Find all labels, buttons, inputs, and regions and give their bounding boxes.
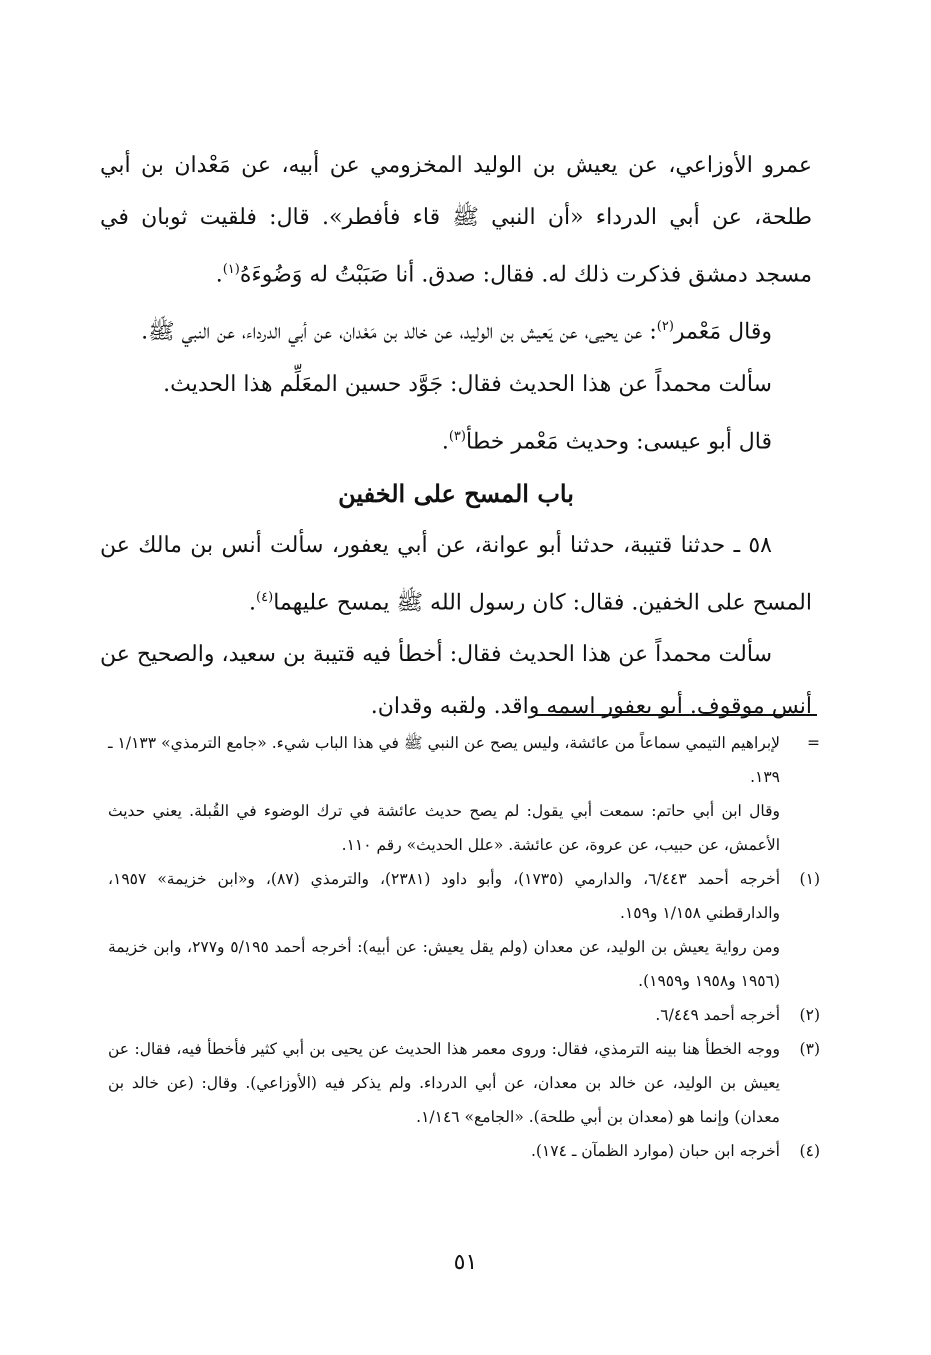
footnote-4: (٤) أخرجه ابن حبان (موارد الظمآن ـ ١٧٤). bbox=[108, 1134, 820, 1168]
footnote-number: (٣) bbox=[799, 1040, 820, 1058]
footnote-continuation: = لإبراهيم التيمي سماعاً من عائشة، وليس يصح عن النبي ﷺ في هذا الباب شيء. «جامع الترمذي» ١/١٣٣ ـ ١٣٩. bbox=[108, 726, 820, 794]
footnote-3: (٣) ووجه الخطأ هنا بينه الترمذي، فقال: وروى معمر هذا الحديث عن يحيى بن أبي كثير فأخطأ فيه، فقال: عن يعيش بن الوليد، عن خالد بن معدان، عن أبي الدرداء. ولم يذكر فيه (الأوزاعي). وقال: (عن خالد بن معدان) وإنما هو (معدان بن أبي طلحة). «الجامع» ١/١٤٦. bbox=[108, 1032, 820, 1134]
footnote-ref-2: (٢) bbox=[656, 319, 674, 335]
paragraph-4: قال أبو عيسى: وحديث مَعْمر خطأ$^{(٣)}$. bbox=[441, 428, 772, 454]
footnote-2: (٢) أخرجه أحمد ٦/٤٤٩. bbox=[108, 998, 820, 1032]
footnote-1: (١) أخرجه أحمد ٦/٤٤٣، والدارمي (١٧٣٥)، وأبو داود (٢٣٨١)، والترمذي (٨٧)، و«ابن خزيمة» ١٩٥٧، والدارقطني ١/١٥٨ و١٥٩. bbox=[108, 862, 820, 930]
footnote-1-continued: ومن رواية يعيش بن الوليد، عن معدان (ولم يقل يعيش: عن أبيه): أخرجه أحمد ٥/١٩٥ و٢٧٧، وابن خزيمة (١٩٥٦ و١٩٥٨ و١٩٥٩). bbox=[108, 938, 780, 990]
footnote-number: (١) bbox=[799, 870, 820, 888]
continuation-marker: = bbox=[807, 734, 820, 752]
main-text bbox=[100, 140, 812, 733]
paragraph-6: سألت محمداً عن هذا الحديث فقال: أخطأ فيه قتيبة بن سعيد، والصحيح عن أنس موقوف. أبو يعفور اسمه واقد. ولقبه وقدان. bbox=[100, 642, 812, 720]
footnote-number: (٢) bbox=[799, 1006, 820, 1024]
paragraph-3: سألت محمداً عن هذا الحديث فقال: جَوَّد حسين المعَلِّم هذا الحديث. bbox=[163, 371, 772, 397]
footnote-ref-1: (١) bbox=[222, 262, 240, 277]
footnote-number: (٤) bbox=[799, 1142, 820, 1160]
footnote-ref-3: (٣) bbox=[448, 428, 466, 444]
footnotes bbox=[108, 726, 820, 1168]
footnote-continuation-2: وقال ابن أبي حاتم: سمعت أبي يقول: لم يصح حديث عائشة في ترك الوضوء في القُبلة. يعني حديث الأعمش، عن حبيب، عن عروة، عن عائشة. «علل الحديث» رقم ١١٠. bbox=[108, 802, 780, 854]
page-number: ٥١ bbox=[453, 1250, 478, 1275]
paragraph-5: ٥٨ ـ حدثنا قتيبة، حدثنا أبو عوانة، عن أبي يعفور، سألت أنس بن مالك عن المسح على الخفين. فقال: كان رسول الله ﷺ يمسح عليهما$^{(٤)}$. bbox=[100, 532, 812, 616]
section-heading: باب المسح على الخفين bbox=[338, 478, 574, 508]
footnote-separator bbox=[535, 714, 817, 716]
footnote-ref-4: (٤) bbox=[256, 589, 274, 605]
paragraph-1: عمرو الأوزاعي، عن يعيش بن الوليد المخزومي عن أبيه، عن مَعْدان بن أبي طلحة، عن أبي الدرداء «أن النبي ﷺ قاء فأفطر». قال: فلقيت ثوبان في مسجد دمشق فذكرت ذلك له. فقال: صدق. أنا صَبَبْتُ له وَضُوءَهُ$^{(١)}$. bbox=[100, 153, 812, 288]
paragraph-2: وقال مَعْمر$^{(٢)}$: عن يحيى، عن يَعيش بن الوليد، عن خالد بن مَعْدان، عن أبي الدرداء، عن النبي ﷺ. bbox=[141, 319, 772, 345]
